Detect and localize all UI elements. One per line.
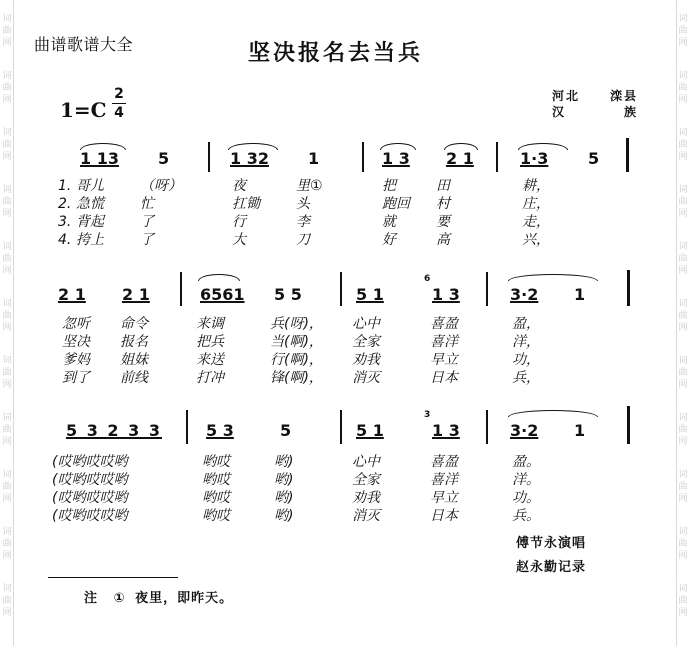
barline bbox=[486, 272, 488, 306]
lyric-word: 兴， bbox=[522, 232, 550, 248]
lyric-word: 劝我 bbox=[352, 352, 380, 368]
lyric-word: 里① bbox=[296, 178, 323, 194]
slur bbox=[508, 274, 598, 281]
grace-note: 6 bbox=[424, 274, 431, 284]
lyric-word: 哟哎 bbox=[202, 508, 230, 524]
note-group: 5 5 bbox=[274, 285, 302, 304]
lyric-word: 全家 bbox=[352, 334, 380, 350]
watermark-char: 曲 bbox=[678, 197, 688, 207]
footnote-label: 注 bbox=[84, 591, 99, 606]
watermark-char: 网 bbox=[678, 266, 688, 276]
note: 5 bbox=[280, 421, 292, 440]
watermark-char: 词 bbox=[678, 356, 688, 366]
watermark-char: 词 bbox=[678, 128, 688, 138]
lyric-word: 到了 bbox=[62, 370, 90, 386]
slur bbox=[198, 274, 240, 281]
footnote-marker: ① bbox=[113, 591, 126, 606]
lyric-word: 4. bbox=[58, 232, 72, 248]
lyric-word: 夜 bbox=[232, 178, 246, 194]
watermark-char: 词 bbox=[678, 527, 688, 537]
lyric-word: 早立 bbox=[430, 490, 458, 506]
note-group: 1 13 bbox=[80, 149, 119, 168]
lyric-word: 兵(呀)， bbox=[270, 316, 323, 332]
lyric-word: 心中 bbox=[352, 454, 380, 470]
note-group: 1 32 bbox=[230, 149, 269, 168]
watermark-char: 曲 bbox=[2, 311, 12, 321]
watermark-char: 网 bbox=[678, 608, 688, 618]
time-signature-bar bbox=[112, 103, 126, 104]
key-signature: 1=C bbox=[60, 98, 107, 122]
lyric-word: 来送 bbox=[196, 352, 224, 368]
origin-ethnic: 汉 bbox=[552, 105, 567, 119]
barline bbox=[208, 142, 210, 172]
barline bbox=[340, 272, 342, 306]
lyric-word: 功。 bbox=[512, 490, 540, 506]
watermark-char: 曲 bbox=[2, 596, 12, 606]
song-origin bbox=[552, 88, 638, 120]
lyric-word: 跑回 bbox=[382, 196, 410, 212]
watermark-char: 词 bbox=[2, 413, 12, 423]
barline bbox=[186, 410, 188, 444]
note: 1 bbox=[308, 149, 320, 168]
site-name: 曲谱歌谱大全 bbox=[34, 35, 134, 54]
lyric-word: 背起 bbox=[76, 214, 104, 230]
note: 1 bbox=[574, 421, 586, 440]
lyric-word: 哟哎 bbox=[202, 454, 230, 470]
note-group: 3·2 bbox=[510, 421, 539, 440]
watermark-char: 网 bbox=[2, 551, 12, 561]
watermark-char: 曲 bbox=[2, 140, 12, 150]
watermark-char: 词 bbox=[678, 470, 688, 480]
watermark-char: 词 bbox=[2, 185, 12, 195]
note-group: 6561 bbox=[200, 285, 245, 304]
watermark-char: 曲 bbox=[2, 425, 12, 435]
barline bbox=[626, 138, 629, 172]
barline bbox=[486, 410, 488, 444]
lyric-word: 村 bbox=[436, 196, 450, 212]
lyric-word: 喜盈 bbox=[430, 454, 458, 470]
lyric-word: 全家 bbox=[352, 472, 380, 488]
watermark-char: 网 bbox=[678, 152, 688, 162]
watermark-char: 网 bbox=[678, 209, 688, 219]
watermark-char: 词 bbox=[2, 356, 12, 366]
barline bbox=[627, 406, 630, 444]
watermark-char: 词 bbox=[2, 242, 12, 252]
watermark-char: 网 bbox=[2, 266, 12, 276]
watermark-char: 曲 bbox=[678, 83, 688, 93]
lyric-word: 大 bbox=[232, 232, 246, 248]
barline bbox=[496, 142, 498, 172]
lyric-word: 哟) bbox=[274, 472, 294, 488]
watermark-char: 网 bbox=[678, 380, 688, 390]
watermark-char: 曲 bbox=[2, 482, 12, 492]
lyric-word: 忙 bbox=[140, 196, 154, 212]
lyric-word: 洋， bbox=[512, 334, 540, 350]
note-group: 2 1 bbox=[122, 285, 150, 304]
barline bbox=[627, 270, 630, 306]
watermark-char: 网 bbox=[2, 209, 12, 219]
watermark-char: 词 bbox=[678, 185, 688, 195]
footnote bbox=[84, 587, 233, 606]
lyric-word: 哟) bbox=[274, 490, 294, 506]
lyric-word: 扛锄 bbox=[232, 196, 260, 212]
lyric-word: 兵， bbox=[512, 370, 540, 386]
lyric-word: 消灭 bbox=[352, 370, 380, 386]
lyric-word: 爹妈 bbox=[62, 352, 90, 368]
note-group: 5 3 bbox=[206, 421, 234, 440]
watermark-char: 曲 bbox=[678, 140, 688, 150]
note-group: 1 3 bbox=[432, 285, 460, 304]
lyric-word: 急慌 bbox=[76, 196, 104, 212]
note-group: 2 1 bbox=[446, 149, 474, 168]
barline bbox=[180, 272, 182, 306]
watermark-char: 词 bbox=[678, 299, 688, 309]
lyric-word: 走， bbox=[522, 214, 550, 230]
lyric-word: 了 bbox=[140, 214, 154, 230]
watermark-char: 网 bbox=[678, 551, 688, 561]
watermark-char: 曲 bbox=[678, 368, 688, 378]
watermark-char: 词 bbox=[678, 242, 688, 252]
lyric-word: 行(啊)， bbox=[270, 352, 323, 368]
lyric-word: 忽听 bbox=[62, 316, 90, 332]
watermark-char: 词 bbox=[2, 527, 12, 537]
lyric-word: 2. bbox=[58, 196, 72, 212]
lyric-word: 头 bbox=[296, 196, 310, 212]
singer-credit: 傅节永演唱 bbox=[516, 536, 587, 551]
lyric-word: 哟哎 bbox=[202, 472, 230, 488]
note-group: 2 1 bbox=[58, 285, 86, 304]
note-group: 5 3 2 3 3 bbox=[66, 421, 162, 440]
lyric-word: 1. bbox=[58, 178, 72, 194]
left-watermark-strip bbox=[0, 0, 14, 646]
lyric-word: 锋(啊)， bbox=[270, 370, 323, 386]
lyric-word: 3. bbox=[58, 214, 72, 230]
lyric-word: 把 bbox=[382, 178, 396, 194]
lyric-word: 就 bbox=[382, 214, 396, 230]
watermark-char: 网 bbox=[678, 38, 688, 48]
lyric-word: 田 bbox=[436, 178, 450, 194]
song-title: 坚决报名去当兵 bbox=[248, 41, 424, 66]
lyric-word: 喜洋 bbox=[430, 472, 458, 488]
lyric-word: 盈， bbox=[512, 316, 540, 332]
note: 1 bbox=[574, 285, 586, 304]
lyric-word: 洋。 bbox=[512, 472, 540, 488]
watermark-char: 网 bbox=[2, 494, 12, 504]
lyric-word: 早立 bbox=[430, 352, 458, 368]
watermark-char: 网 bbox=[2, 323, 12, 333]
time-signature-bottom: 4 bbox=[114, 105, 124, 121]
watermark-char: 网 bbox=[2, 95, 12, 105]
watermark-char: 曲 bbox=[2, 539, 12, 549]
note: 5 bbox=[588, 149, 600, 168]
lyric-word: 心中 bbox=[352, 316, 380, 332]
lyric-word: (哎哟哎哎哟 bbox=[52, 490, 128, 506]
note-group: 1·3 bbox=[520, 149, 549, 168]
lyric-word: (哎哟哎哎哟 bbox=[52, 508, 128, 524]
lyric-word: 功， bbox=[512, 352, 540, 368]
lyric-word: 要 bbox=[436, 214, 450, 230]
recorder-credit: 赵永勤记录 bbox=[516, 560, 587, 575]
lyric-word: 李 bbox=[296, 214, 310, 230]
watermark-char: 曲 bbox=[2, 368, 12, 378]
watermark-char: 曲 bbox=[678, 26, 688, 36]
watermark-char: 词 bbox=[2, 470, 12, 480]
lyric-word: 耕， bbox=[522, 178, 550, 194]
lyric-word: 庄， bbox=[522, 196, 550, 212]
lyric-word: 哥儿 bbox=[76, 178, 104, 194]
lyric-word: 了 bbox=[140, 232, 154, 248]
lyric-word: 刀 bbox=[296, 232, 310, 248]
lyric-word: 当(啊)， bbox=[270, 334, 323, 350]
watermark-char: 曲 bbox=[2, 26, 12, 36]
watermark-char: 网 bbox=[2, 152, 12, 162]
watermark-char: 曲 bbox=[678, 482, 688, 492]
lyric-word: 盈。 bbox=[512, 454, 540, 470]
watermark-char: 曲 bbox=[678, 425, 688, 435]
lyric-word: 兵。 bbox=[512, 508, 540, 524]
watermark-char: 词 bbox=[678, 71, 688, 81]
lyric-word: 喜洋 bbox=[430, 334, 458, 350]
watermark-char: 词 bbox=[2, 299, 12, 309]
origin-ethnic-word: 族 bbox=[623, 105, 638, 119]
lyric-word: 劝我 bbox=[352, 490, 380, 506]
watermark-char: 曲 bbox=[678, 254, 688, 264]
lyric-word: (哎哟哎哎哟 bbox=[52, 472, 128, 488]
watermark-char: 网 bbox=[2, 38, 12, 48]
lyric-word: 日本 bbox=[430, 370, 458, 386]
watermark-char: 词 bbox=[678, 584, 688, 594]
lyric-word: 前线 bbox=[120, 370, 148, 386]
watermark-char: 曲 bbox=[678, 539, 688, 549]
watermark-char: 曲 bbox=[2, 83, 12, 93]
watermark-char: 词 bbox=[2, 128, 12, 138]
note-group: 5 1 bbox=[356, 285, 384, 304]
watermark-char: 网 bbox=[2, 608, 12, 618]
watermark-char: 网 bbox=[678, 95, 688, 105]
watermark-char: 网 bbox=[678, 494, 688, 504]
watermark-char: 词 bbox=[2, 14, 12, 24]
lyric-word: (哎哟哎哎哟 bbox=[52, 454, 128, 470]
footnote-rule bbox=[48, 577, 178, 578]
lyric-word: 挎上 bbox=[76, 232, 104, 248]
footnote-text: 夜里，即昨天。 bbox=[135, 591, 234, 606]
lyric-word: 好 bbox=[382, 232, 396, 248]
watermark-char: 词 bbox=[2, 71, 12, 81]
note-group: 5 1 bbox=[356, 421, 384, 440]
lyric-word: 日本 bbox=[430, 508, 458, 524]
lyric-word: 报名 bbox=[120, 334, 148, 350]
watermark-char: 曲 bbox=[678, 311, 688, 321]
note: 5 bbox=[158, 149, 170, 168]
watermark-char: 网 bbox=[2, 380, 12, 390]
watermark-char: 曲 bbox=[2, 254, 12, 264]
grace-note: 3 bbox=[424, 410, 431, 420]
watermark-char: 曲 bbox=[2, 197, 12, 207]
lyric-word: 消灭 bbox=[352, 508, 380, 524]
right-watermark-strip bbox=[676, 0, 690, 646]
watermark-char: 网 bbox=[678, 323, 688, 333]
lyric-word: 打冲 bbox=[196, 370, 224, 386]
lyric-word: 坚决 bbox=[62, 334, 90, 350]
note-group: 3·2 bbox=[510, 285, 539, 304]
note-group: 1 3 bbox=[432, 421, 460, 440]
barline bbox=[340, 410, 342, 444]
lyric-word: 哟) bbox=[274, 454, 294, 470]
lyric-word: 把兵 bbox=[196, 334, 224, 350]
time-signature bbox=[112, 86, 126, 121]
note-group: 1 3 bbox=[382, 149, 410, 168]
slur bbox=[508, 410, 598, 417]
watermark-char: 网 bbox=[2, 437, 12, 447]
barline bbox=[362, 142, 364, 172]
watermark-char: 网 bbox=[678, 437, 688, 447]
watermark-char: 词 bbox=[678, 413, 688, 423]
lyric-word: 高 bbox=[436, 232, 450, 248]
time-signature-top: 2 bbox=[114, 86, 124, 102]
watermark-char: 词 bbox=[2, 584, 12, 594]
origin-region: 河北 bbox=[552, 89, 581, 103]
lyric-word: 喜盈 bbox=[430, 316, 458, 332]
lyric-word: 命令 bbox=[120, 316, 148, 332]
lyric-word: （呀） bbox=[140, 178, 182, 194]
lyric-word: 哟) bbox=[274, 508, 294, 524]
lyric-word: 姐妹 bbox=[120, 352, 148, 368]
watermark-char: 曲 bbox=[678, 596, 688, 606]
origin-county: 滦县 bbox=[609, 89, 638, 103]
lyric-word: 来调 bbox=[196, 316, 224, 332]
lyric-word: 行 bbox=[232, 214, 246, 230]
watermark-char: 词 bbox=[678, 14, 688, 24]
lyric-word: 哟哎 bbox=[202, 490, 230, 506]
